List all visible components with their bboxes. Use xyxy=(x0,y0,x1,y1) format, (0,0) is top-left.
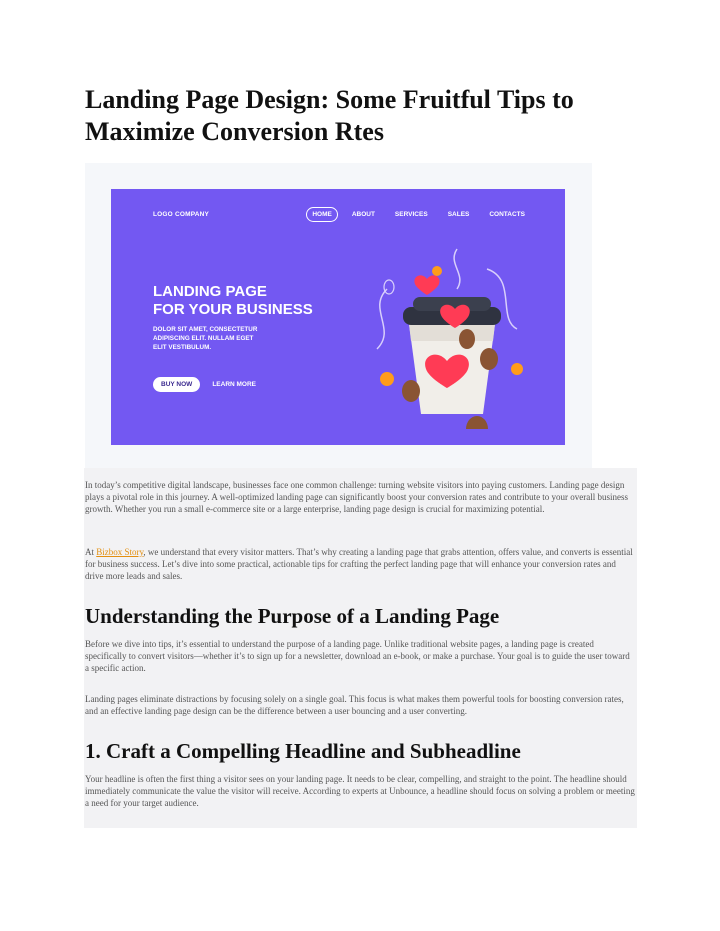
hero-subtext-line: ADIPISCING ELIT. NULLAM EGET xyxy=(153,335,254,342)
paragraph-text: At xyxy=(85,547,97,557)
hero-image-frame xyxy=(85,163,592,470)
purpose-paragraph: Before we dive into tips, it’s essential to understand the purpose of a landing page. Unlike traditional website pages, a landing page is created specifically to convert visitors—whether it’s to sign up for a newsletter, download an e-book, or make a purchase. Your goal is to guide the user toward a specific action. xyxy=(85,639,630,673)
paragraph-text: , we understand that every visitor matters. That’s why creating a landing page that grabs attention, offers value, and converts is essential for business success. Let’s dive into some practical, actionable tips for crafting the perfect landing page that will enhance your conversion rates and drive more leads and sales. xyxy=(85,547,633,581)
section-heading-purpose: Understanding the Purpose of a Landing Page xyxy=(85,604,500,628)
hero-buttons xyxy=(153,377,256,392)
hero-headline-line: FOR YOUR BUSINESS xyxy=(153,301,313,318)
coffee-cup-illustration xyxy=(347,229,537,429)
hero-subtext xyxy=(153,325,303,352)
bizbox-paragraph xyxy=(85,546,635,582)
nav-about[interactable]: ABOUT xyxy=(351,211,375,218)
intro-paragraph: In today’s competitive digital landscape, businesses face one common challenge: turning website visitors into paying customers. Landing page design plays a pivotal role in this journey. A well-optimized landing page can significantly boost your conversion rates and contribute to your overall business growth. Whether you run a small e-commerce site or a large enterprise, landing page design is crucial for maximizing potential. xyxy=(85,480,629,514)
nav-sales[interactable]: SALES xyxy=(447,211,470,218)
headline-paragraph: Your headline is often the first thing a visitor sees on your landing page. It needs to be clear, compelling, and straight to the point. The headline should immediately communicate the value the visitor will receive. According to experts at Unbounce, a headline should focus on solving a problem or meeting a need for your target audience. xyxy=(85,774,635,808)
hero-subtext-line: DOLOR SIT AMET, CONSECTETUR xyxy=(153,326,258,333)
hero-subtext-line: ELIT VESTIBULUM. xyxy=(153,344,212,351)
nav-home[interactable]: HOME xyxy=(306,207,338,222)
nav-contacts[interactable]: CONTACTS xyxy=(489,211,525,218)
bizbox-story-link[interactable]: Bizbox Story xyxy=(96,547,144,557)
hero-logo: LOGO COMPANY xyxy=(153,211,210,218)
article-body xyxy=(84,468,637,828)
article-title: Landing Page Design: Some Fruitful Tips to Maximize Conversion Rtes xyxy=(85,85,574,146)
buy-now-button[interactable]: BUY NOW xyxy=(153,377,200,392)
section-heading-headline: 1. Craft a Compelling Headline and Subheadline xyxy=(85,739,521,763)
hero-headline xyxy=(153,283,343,319)
hero-nav xyxy=(306,207,531,222)
distraction-paragraph: Landing pages eliminate distractions by focusing solely on a single goal. This focus is what makes them powerful tools for boosting conversion rates, and an effective landing page design can be the difference between a user bouncing and a user converting. xyxy=(85,694,624,716)
hero-image xyxy=(111,189,565,445)
hero-headline-line: LANDING PAGE xyxy=(153,283,267,300)
learn-more-button[interactable]: LEARN MORE xyxy=(212,381,257,388)
nav-services[interactable]: SERVICES xyxy=(394,211,428,218)
